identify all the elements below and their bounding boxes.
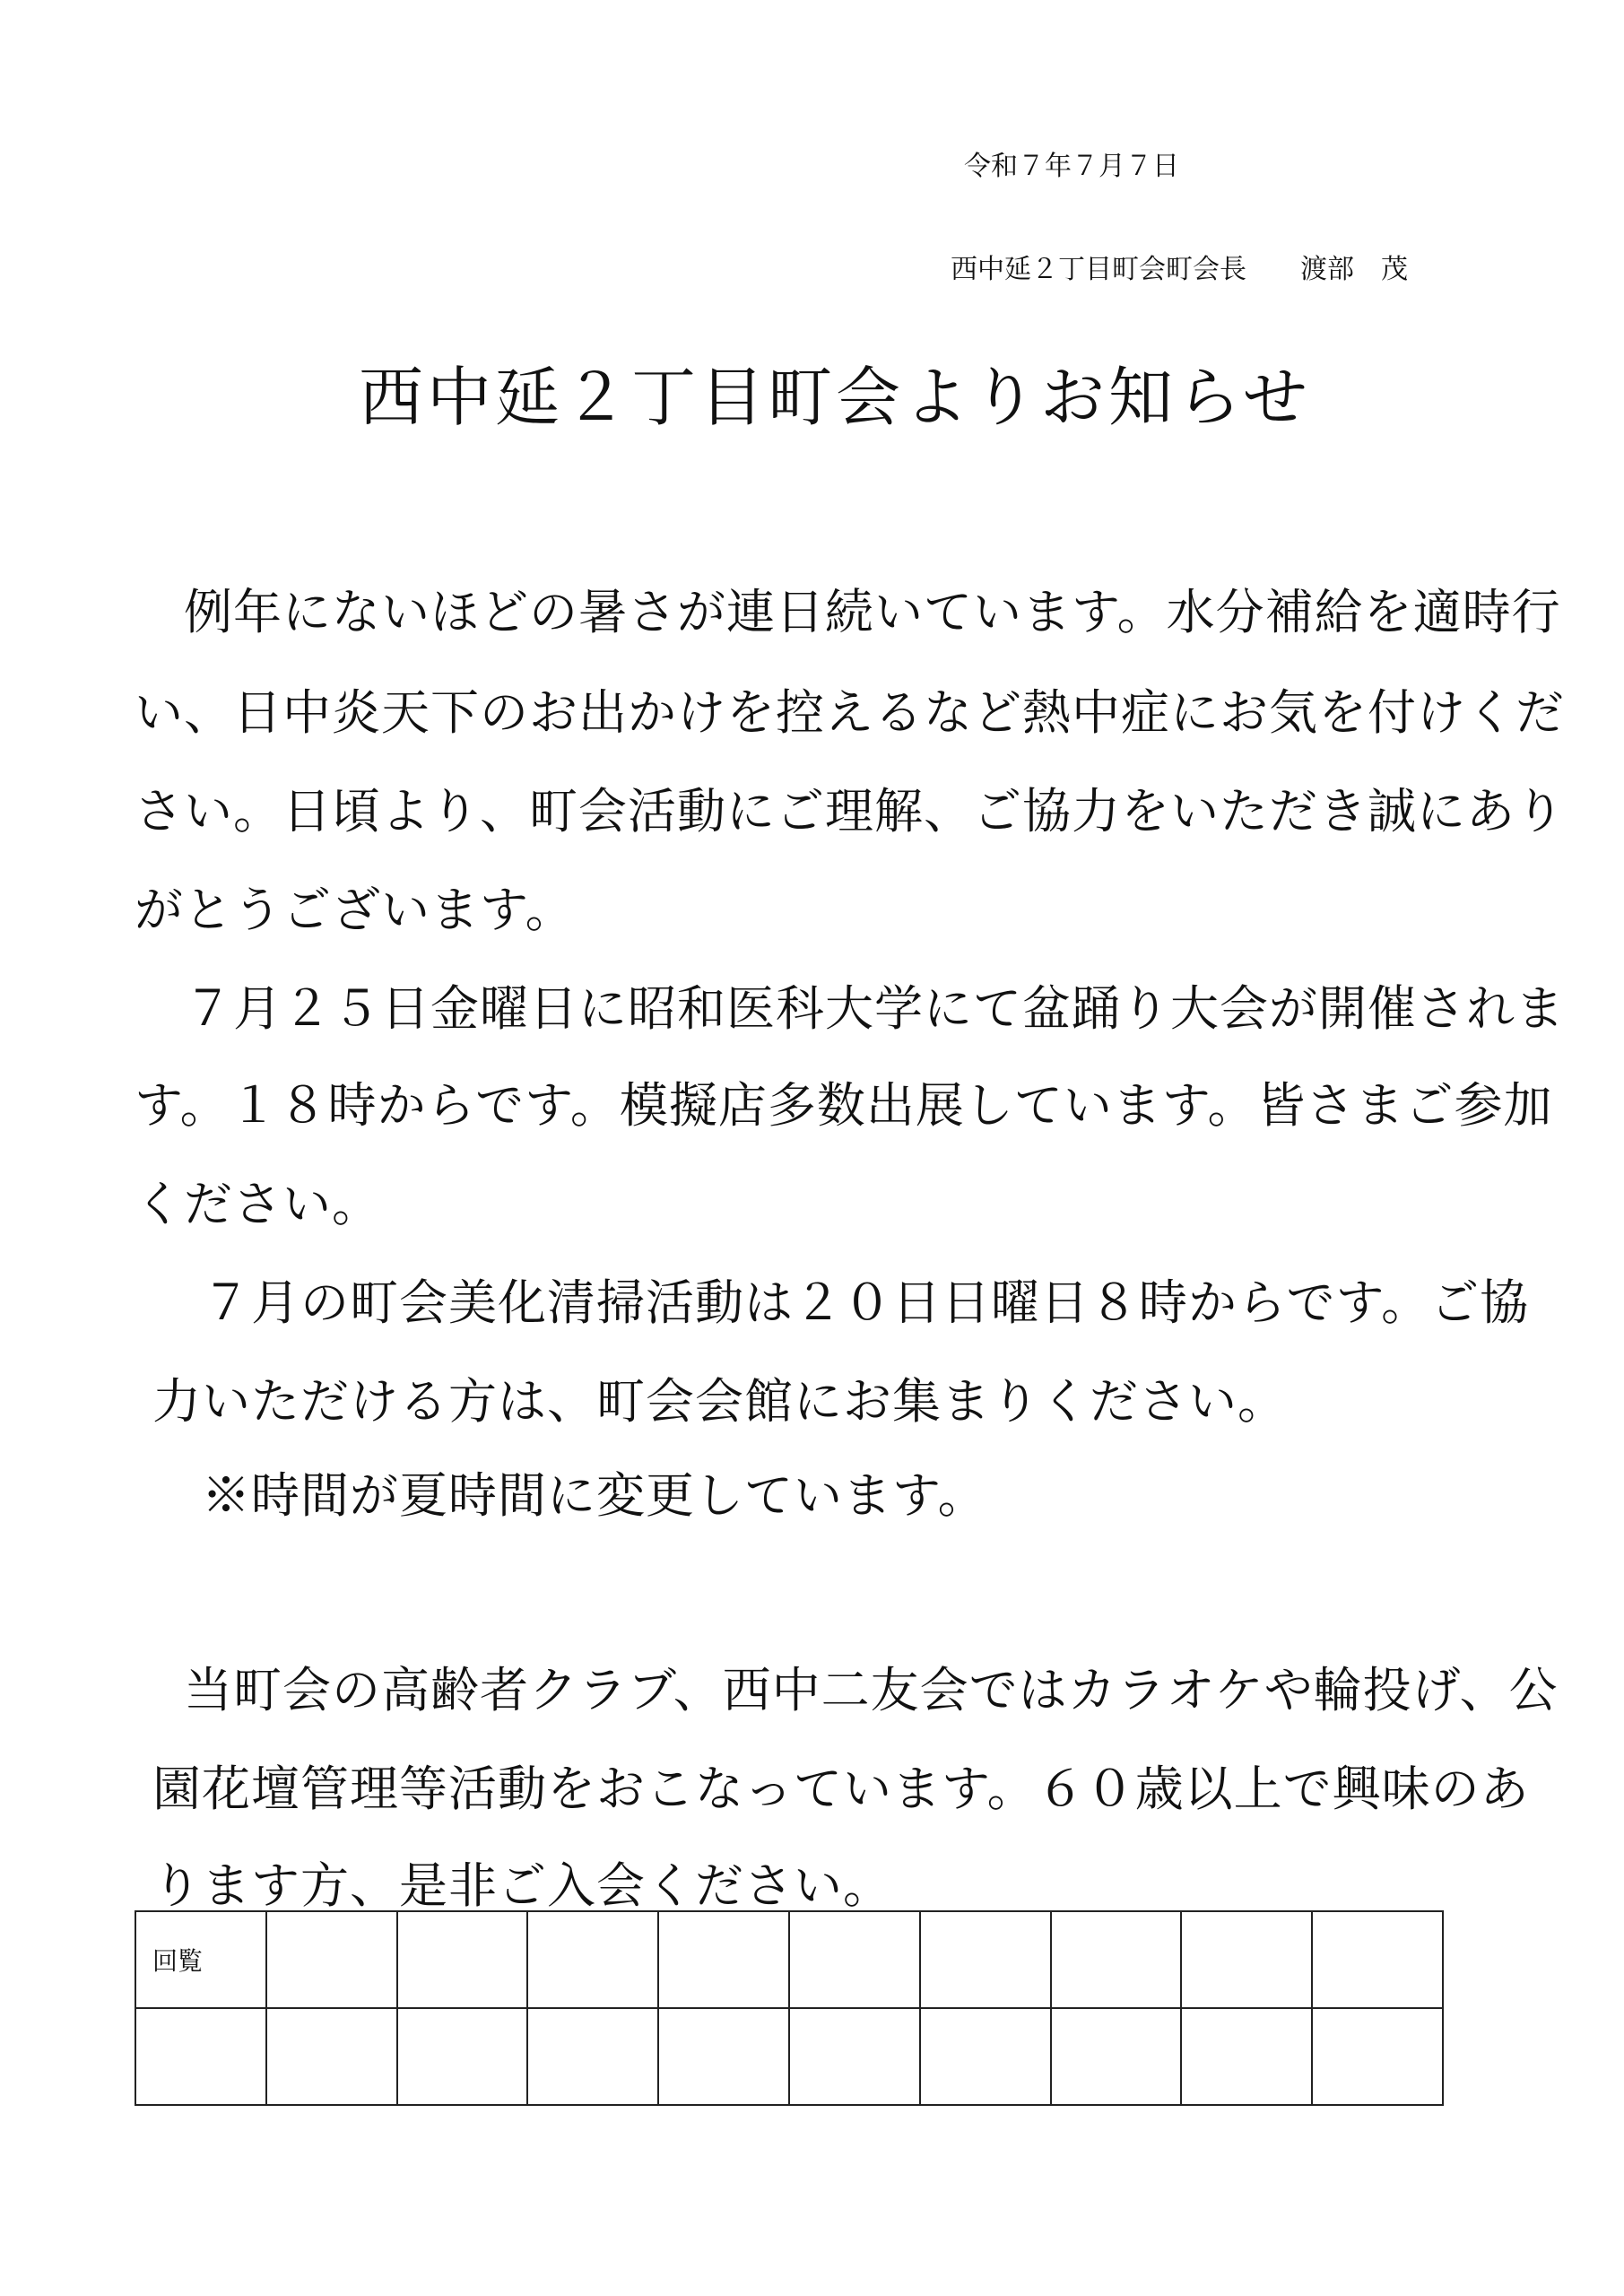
document-date: 令和７年７月７日 xyxy=(964,151,1179,182)
circulation-cell xyxy=(135,2008,266,2105)
body-line: ります方、是非ご入会ください。 xyxy=(152,1857,892,1914)
body-line: がとうございます。 xyxy=(135,882,575,938)
circulation-cell xyxy=(789,1911,920,2008)
body-line: 例年にないほどの暑さが連日続いています。水分補給を適時行 xyxy=(135,584,1561,640)
circulation-cell xyxy=(1051,2008,1182,2105)
body-line: 当町会の高齢者クラブ、西中二友会ではカラオケや輪投げ、公 xyxy=(135,1662,1559,1718)
body-line: い、日中炎天下のお出かけを控えるなど熱中症にお気を付けくだ xyxy=(135,684,1565,741)
body-line: 園花壇管理等活動をおこなっています。６０歳以上で興味のあ xyxy=(152,1761,1530,1817)
body-line: ※時間が夏時間に変更しています。 xyxy=(152,1467,987,1524)
body-line: ください。 xyxy=(135,1176,381,1232)
body-line: ７月の町会美化清掃活動は２０日日曜日８時からです。ご協 xyxy=(152,1274,1530,1331)
circulation-row xyxy=(135,1911,1443,2008)
circulation-label-cell: 回覧 xyxy=(135,1911,266,2008)
circulation-cell xyxy=(1312,1911,1443,2008)
notice-title: 西中延２丁目町会よりお知らせ xyxy=(359,360,1311,435)
circulation-cell xyxy=(527,1911,658,2008)
circulation-cell xyxy=(266,1911,397,2008)
circulation-cell xyxy=(266,2008,397,2105)
circulation-cell xyxy=(1181,1911,1312,2008)
circulation-table xyxy=(135,1910,1444,2106)
author-line xyxy=(951,247,1408,286)
circulation-cell xyxy=(1312,2008,1443,2105)
circulation-cell xyxy=(789,2008,920,2105)
circulation-cell xyxy=(920,2008,1051,2105)
circulation-cell xyxy=(397,2008,528,2105)
circulation-cell xyxy=(658,1911,789,2008)
body-line: 力いただける方は、町会会館にお集まりください。 xyxy=(152,1373,1287,1430)
circulation-cell xyxy=(658,2008,789,2105)
author-name: 渡部 茂 xyxy=(1300,254,1408,285)
body-line: さい。日頃より、町会活動にご理解、ご協力をいただき誠にあり xyxy=(135,783,1565,839)
circulation-cell xyxy=(1051,1911,1182,2008)
body-line: す。１８時からです。模擬店多数出展しています。皆さまご参加 xyxy=(135,1077,1553,1134)
circulation-cell xyxy=(920,1911,1051,2008)
body-line: ７月２５日金曜日に昭和医科大学にて盆踊り大会が開催されま xyxy=(135,980,1565,1037)
author-role: 西中延２丁目町会町会長 xyxy=(951,254,1246,285)
circulation-cell xyxy=(527,2008,658,2105)
circulation-row xyxy=(135,2008,1443,2105)
circulation-cell xyxy=(397,1911,528,2008)
circulation-cell xyxy=(1181,2008,1312,2105)
